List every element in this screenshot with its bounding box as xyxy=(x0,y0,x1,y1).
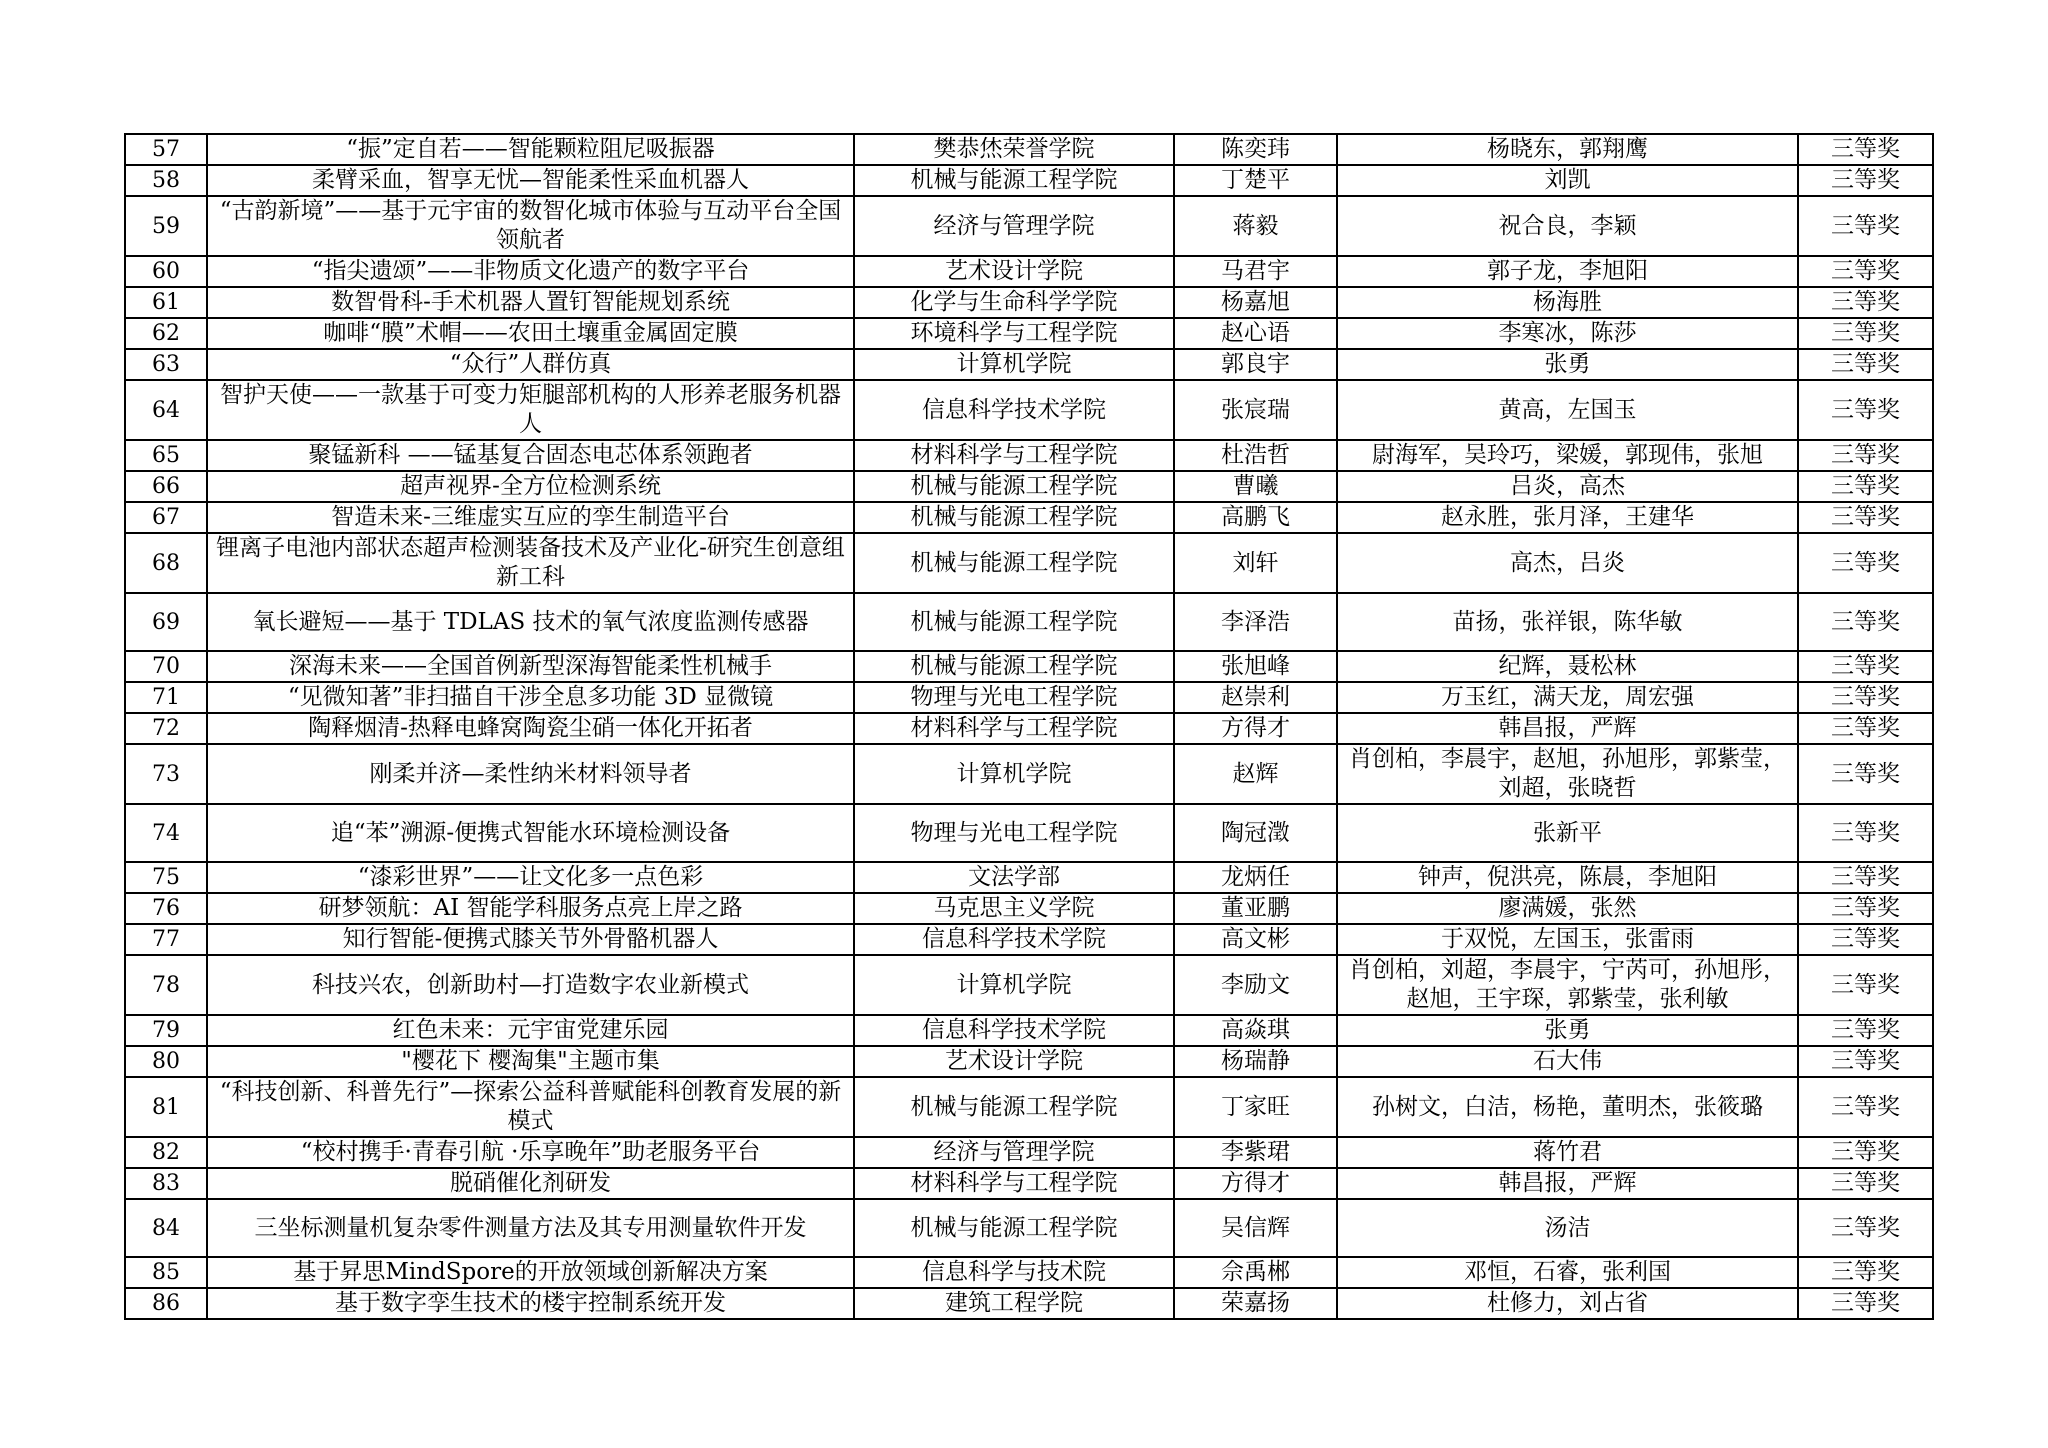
advisors-cell: 石大伟 xyxy=(1337,1046,1798,1077)
team-leader-cell: 蒋毅 xyxy=(1174,196,1337,256)
row-number-cell: 60 xyxy=(125,256,207,287)
advisors-cell: 汤洁 xyxy=(1337,1199,1798,1257)
school-name-cell: 经济与管理学院 xyxy=(854,196,1174,256)
table-row xyxy=(125,349,1933,380)
award-level-cell: 三等奖 xyxy=(1798,1257,1933,1288)
school-name-cell: 机械与能源工程学院 xyxy=(854,471,1174,502)
team-leader-cell: 吴信辉 xyxy=(1174,1199,1337,1257)
table-row xyxy=(125,287,1933,318)
row-number-cell: 57 xyxy=(125,134,207,165)
row-number-cell: 82 xyxy=(125,1137,207,1168)
team-leader-cell: 方得才 xyxy=(1174,1168,1337,1199)
table-row xyxy=(125,256,1933,287)
advisors-cell: 于双悦，左国玉，张雷雨 xyxy=(1337,924,1798,955)
table-row xyxy=(125,593,1933,651)
school-name-cell: 计算机学院 xyxy=(854,349,1174,380)
project-name-cell: “校村携手·青春引航 ·乐享晚年”助老服务平台 xyxy=(207,1137,854,1168)
team-leader-cell: 曹曦 xyxy=(1174,471,1337,502)
row-number-cell: 68 xyxy=(125,533,207,593)
school-name-cell: 机械与能源工程学院 xyxy=(854,593,1174,651)
school-name-cell: 机械与能源工程学院 xyxy=(854,533,1174,593)
advisors-cell: 祝合良，李颖 xyxy=(1337,196,1798,256)
table-row xyxy=(125,804,1933,862)
team-leader-cell: 高文彬 xyxy=(1174,924,1337,955)
row-number-cell: 67 xyxy=(125,502,207,533)
school-name-cell: 材料科学与工程学院 xyxy=(854,1168,1174,1199)
award-level-cell: 三等奖 xyxy=(1798,502,1933,533)
row-number-cell: 74 xyxy=(125,804,207,862)
project-name-cell: 知行智能-便携式膝关节外骨骼机器人 xyxy=(207,924,854,955)
project-name-cell: 脱硝催化剂研发 xyxy=(207,1168,854,1199)
project-name-cell: 三坐标测量机复杂零件测量方法及其专用测量软件开发 xyxy=(207,1199,854,1257)
table-row xyxy=(125,1288,1933,1319)
project-name-cell: 研梦领航：AI 智能学科服务点亮上岸之路 xyxy=(207,893,854,924)
advisors-cell: 高杰，吕炎 xyxy=(1337,533,1798,593)
school-name-cell: 艺术设计学院 xyxy=(854,1046,1174,1077)
row-number-cell: 65 xyxy=(125,440,207,471)
row-number-cell: 79 xyxy=(125,1015,207,1046)
team-leader-cell: 龙炳任 xyxy=(1174,862,1337,893)
school-name-cell: 艺术设计学院 xyxy=(854,256,1174,287)
school-name-cell: 材料科学与工程学院 xyxy=(854,713,1174,744)
advisors-cell: 纪辉，聂松林 xyxy=(1337,651,1798,682)
row-number-cell: 69 xyxy=(125,593,207,651)
project-name-cell: “漆彩世界”——让文化多一点色彩 xyxy=(207,862,854,893)
award-level-cell: 三等奖 xyxy=(1798,1015,1933,1046)
row-number-cell: 76 xyxy=(125,893,207,924)
table-row xyxy=(125,165,1933,196)
school-name-cell: 计算机学院 xyxy=(854,744,1174,804)
team-leader-cell: 赵崇利 xyxy=(1174,682,1337,713)
project-name-cell: 氧长避短——基于 TDLAS 技术的氧气浓度监测传感器 xyxy=(207,593,854,651)
advisors-cell: 钟声，倪洪亮，陈晨，李旭阳 xyxy=(1337,862,1798,893)
project-name-cell: “见微知著”非扫描自干涉全息多功能 3D 显微镜 xyxy=(207,682,854,713)
award-level-cell: 三等奖 xyxy=(1798,380,1933,440)
table-row xyxy=(125,924,1933,955)
table-row xyxy=(125,744,1933,804)
school-name-cell: 机械与能源工程学院 xyxy=(854,1199,1174,1257)
team-leader-cell: 张旭峰 xyxy=(1174,651,1337,682)
school-name-cell: 机械与能源工程学院 xyxy=(854,502,1174,533)
row-number-cell: 85 xyxy=(125,1257,207,1288)
award-level-cell: 三等奖 xyxy=(1798,804,1933,862)
award-level-cell: 三等奖 xyxy=(1798,1077,1933,1137)
table-row xyxy=(125,955,1933,1015)
project-name-cell: 刚柔并济—柔性纳米材料领导者 xyxy=(207,744,854,804)
project-name-cell: 锂离子电池内部状态超声检测装备技术及产业化-研究生创意组新工科 xyxy=(207,533,854,593)
table-row xyxy=(125,1077,1933,1137)
school-name-cell: 化学与生命科学学院 xyxy=(854,287,1174,318)
project-name-cell: 追“苯”溯源-便携式智能水环境检测设备 xyxy=(207,804,854,862)
table-row xyxy=(125,196,1933,256)
row-number-cell: 58 xyxy=(125,165,207,196)
award-level-cell: 三等奖 xyxy=(1798,1168,1933,1199)
project-name-cell: 基于数字孪生技术的楼宇控制系统开发 xyxy=(207,1288,854,1319)
school-name-cell: 信息科学与技术院 xyxy=(854,1257,1174,1288)
award-level-cell: 三等奖 xyxy=(1798,533,1933,593)
advisors-cell: 郭子龙，李旭阳 xyxy=(1337,256,1798,287)
award-level-cell: 三等奖 xyxy=(1798,256,1933,287)
school-name-cell: 信息科学技术学院 xyxy=(854,924,1174,955)
award-level-cell: 三等奖 xyxy=(1798,593,1933,651)
table-row xyxy=(125,1257,1933,1288)
award-level-cell: 三等奖 xyxy=(1798,744,1933,804)
row-number-cell: 72 xyxy=(125,713,207,744)
project-name-cell: 智造未来-三维虚实互应的孪生制造平台 xyxy=(207,502,854,533)
school-name-cell: 物理与光电工程学院 xyxy=(854,682,1174,713)
row-number-cell: 86 xyxy=(125,1288,207,1319)
advisors-cell: 李寒冰，陈莎 xyxy=(1337,318,1798,349)
advisors-cell: 杨晓东，郭翔鹰 xyxy=(1337,134,1798,165)
award-level-cell: 三等奖 xyxy=(1798,1288,1933,1319)
table-row xyxy=(125,1168,1933,1199)
award-level-cell: 三等奖 xyxy=(1798,682,1933,713)
project-name-cell: “众行”人群仿真 xyxy=(207,349,854,380)
table-row xyxy=(125,440,1933,471)
award-level-cell: 三等奖 xyxy=(1798,165,1933,196)
award-level-cell: 三等奖 xyxy=(1798,318,1933,349)
project-name-cell: 科技兴农，创新助村—打造数字农业新模式 xyxy=(207,955,854,1015)
award-level-cell: 三等奖 xyxy=(1798,924,1933,955)
row-number-cell: 62 xyxy=(125,318,207,349)
team-leader-cell: 陈奕玮 xyxy=(1174,134,1337,165)
school-name-cell: 材料科学与工程学院 xyxy=(854,440,1174,471)
table-row xyxy=(125,682,1933,713)
row-number-cell: 83 xyxy=(125,1168,207,1199)
award-level-cell: 三等奖 xyxy=(1798,1199,1933,1257)
team-leader-cell: 高焱琪 xyxy=(1174,1015,1337,1046)
table-row xyxy=(125,134,1933,165)
project-name-cell: “古韵新境”——基于元宇宙的数智化城市体验与互动平台全国领航者 xyxy=(207,196,854,256)
advisors-cell: 张新平 xyxy=(1337,804,1798,862)
award-level-cell: 三等奖 xyxy=(1798,955,1933,1015)
table-row xyxy=(125,713,1933,744)
award-level-cell: 三等奖 xyxy=(1798,1046,1933,1077)
project-name-cell: 深海未来——全国首例新型深海智能柔性机械手 xyxy=(207,651,854,682)
team-leader-cell: 张宸瑞 xyxy=(1174,380,1337,440)
row-number-cell: 73 xyxy=(125,744,207,804)
row-number-cell: 71 xyxy=(125,682,207,713)
project-name-cell: 咖啡“膜”术帽——农田土壤重金属固定膜 xyxy=(207,318,854,349)
row-number-cell: 59 xyxy=(125,196,207,256)
row-number-cell: 84 xyxy=(125,1199,207,1257)
award-level-cell: 三等奖 xyxy=(1798,862,1933,893)
advisors-cell: 廖满媛，张然 xyxy=(1337,893,1798,924)
advisors-cell: 赵永胜，张月泽，王建华 xyxy=(1337,502,1798,533)
row-number-cell: 80 xyxy=(125,1046,207,1077)
team-leader-cell: 杨瑞静 xyxy=(1174,1046,1337,1077)
team-leader-cell: 杜浩哲 xyxy=(1174,440,1337,471)
award-table xyxy=(124,133,1934,1320)
project-name-cell: 数智骨科-手术机器人置钉智能规划系统 xyxy=(207,287,854,318)
row-number-cell: 66 xyxy=(125,471,207,502)
table-row xyxy=(125,502,1933,533)
team-leader-cell: 方得才 xyxy=(1174,713,1337,744)
project-name-cell: 柔臂采血，智享无忧—智能柔性采血机器人 xyxy=(207,165,854,196)
school-name-cell: 文法学部 xyxy=(854,862,1174,893)
project-name-cell: "樱花下 樱淘集"主题市集 xyxy=(207,1046,854,1077)
advisors-cell: 尉海军，吴玲巧，梁媛，郭现伟，张旭 xyxy=(1337,440,1798,471)
team-leader-cell: 高鹏飞 xyxy=(1174,502,1337,533)
advisors-cell: 苗扬，张祥银，陈华敏 xyxy=(1337,593,1798,651)
advisors-cell: 杜修力，刘占省 xyxy=(1337,1288,1798,1319)
row-number-cell: 78 xyxy=(125,955,207,1015)
team-leader-cell: 赵心语 xyxy=(1174,318,1337,349)
school-name-cell: 计算机学院 xyxy=(854,955,1174,1015)
award-table-body xyxy=(125,134,1933,1319)
advisors-cell: 韩昌报，严辉 xyxy=(1337,1168,1798,1199)
row-number-cell: 64 xyxy=(125,380,207,440)
school-name-cell: 机械与能源工程学院 xyxy=(854,165,1174,196)
award-level-cell: 三等奖 xyxy=(1798,134,1933,165)
table-row xyxy=(125,318,1933,349)
table-row xyxy=(125,533,1933,593)
advisors-cell: 韩昌报，严辉 xyxy=(1337,713,1798,744)
team-leader-cell: 董亚鹏 xyxy=(1174,893,1337,924)
team-leader-cell: 佘禹郴 xyxy=(1174,1257,1337,1288)
team-leader-cell: 刘轩 xyxy=(1174,533,1337,593)
team-leader-cell: 陶冠澂 xyxy=(1174,804,1337,862)
school-name-cell: 机械与能源工程学院 xyxy=(854,1077,1174,1137)
advisors-cell: 张勇 xyxy=(1337,349,1798,380)
award-level-cell: 三等奖 xyxy=(1798,196,1933,256)
advisors-cell: 黄高，左国玉 xyxy=(1337,380,1798,440)
row-number-cell: 61 xyxy=(125,287,207,318)
project-name-cell: 超声视界-全方位检测系统 xyxy=(207,471,854,502)
advisors-cell: 刘凯 xyxy=(1337,165,1798,196)
award-level-cell: 三等奖 xyxy=(1798,349,1933,380)
team-leader-cell: 郭良宇 xyxy=(1174,349,1337,380)
school-name-cell: 建筑工程学院 xyxy=(854,1288,1174,1319)
team-leader-cell: 丁家旺 xyxy=(1174,1077,1337,1137)
table-row xyxy=(125,380,1933,440)
award-level-cell: 三等奖 xyxy=(1798,1137,1933,1168)
school-name-cell: 信息科学技术学院 xyxy=(854,1015,1174,1046)
team-leader-cell: 马君宇 xyxy=(1174,256,1337,287)
advisors-cell: 万玉红，满天龙，周宏强 xyxy=(1337,682,1798,713)
table-row xyxy=(125,1046,1933,1077)
school-name-cell: 环境科学与工程学院 xyxy=(854,318,1174,349)
school-name-cell: 物理与光电工程学院 xyxy=(854,804,1174,862)
advisors-cell: 蒋竹君 xyxy=(1337,1137,1798,1168)
project-name-cell: “振”定自若——智能颗粒阻尼吸振器 xyxy=(207,134,854,165)
team-leader-cell: 李泽浩 xyxy=(1174,593,1337,651)
table-row xyxy=(125,1137,1933,1168)
team-leader-cell: 杨嘉旭 xyxy=(1174,287,1337,318)
award-level-cell: 三等奖 xyxy=(1798,287,1933,318)
team-leader-cell: 李励文 xyxy=(1174,955,1337,1015)
project-name-cell: 红色未来：元宇宙党建乐园 xyxy=(207,1015,854,1046)
table-row xyxy=(125,1199,1933,1257)
project-name-cell: 智护天使——一款基于可变力矩腿部机构的人形养老服务机器人 xyxy=(207,380,854,440)
advisors-cell: 孙树文，白洁，杨艳，董明杰，张筱璐 xyxy=(1337,1077,1798,1137)
school-name-cell: 经济与管理学院 xyxy=(854,1137,1174,1168)
school-name-cell: 樊恭烋荣誉学院 xyxy=(854,134,1174,165)
project-name-cell: “指尖遗颂”——非物质文化遗产的数字平台 xyxy=(207,256,854,287)
table-row xyxy=(125,893,1933,924)
row-number-cell: 77 xyxy=(125,924,207,955)
school-name-cell: 机械与能源工程学院 xyxy=(854,651,1174,682)
row-number-cell: 70 xyxy=(125,651,207,682)
advisors-cell: 邓恒，石睿，张利国 xyxy=(1337,1257,1798,1288)
advisors-cell: 杨海胜 xyxy=(1337,287,1798,318)
row-number-cell: 63 xyxy=(125,349,207,380)
table-row xyxy=(125,471,1933,502)
award-level-cell: 三等奖 xyxy=(1798,713,1933,744)
row-number-cell: 75 xyxy=(125,862,207,893)
school-name-cell: 信息科学技术学院 xyxy=(854,380,1174,440)
table-row xyxy=(125,1015,1933,1046)
team-leader-cell: 丁楚平 xyxy=(1174,165,1337,196)
advisors-cell: 张勇 xyxy=(1337,1015,1798,1046)
project-name-cell: 聚锰新科 ——锰基复合固态电芯体系领跑者 xyxy=(207,440,854,471)
award-level-cell: 三等奖 xyxy=(1798,440,1933,471)
award-level-cell: 三等奖 xyxy=(1798,471,1933,502)
project-name-cell: 基于昇思MindSpore的开放领域创新解决方案 xyxy=(207,1257,854,1288)
advisors-cell: 吕炎，高杰 xyxy=(1337,471,1798,502)
project-name-cell: 陶释烟清-热释电蜂窝陶瓷尘硝一体化开拓者 xyxy=(207,713,854,744)
team-leader-cell: 李紫珺 xyxy=(1174,1137,1337,1168)
advisors-cell: 肖创柏，李晨宇，赵旭，孙旭彤，郭紫莹，刘超，张晓哲 xyxy=(1337,744,1798,804)
advisors-cell: 肖创柏，刘超，李晨宇，宁芮可，孙旭彤，赵旭，王宇琛，郭紫莹，张利敏 xyxy=(1337,955,1798,1015)
school-name-cell: 马克思主义学院 xyxy=(854,893,1174,924)
table-row xyxy=(125,651,1933,682)
award-level-cell: 三等奖 xyxy=(1798,651,1933,682)
project-name-cell: “科技创新、科普先行”—探索公益科普赋能科创教育发展的新模式 xyxy=(207,1077,854,1137)
team-leader-cell: 荣嘉扬 xyxy=(1174,1288,1337,1319)
award-level-cell: 三等奖 xyxy=(1798,893,1933,924)
row-number-cell: 81 xyxy=(125,1077,207,1137)
table-row xyxy=(125,862,1933,893)
team-leader-cell: 赵辉 xyxy=(1174,744,1337,804)
